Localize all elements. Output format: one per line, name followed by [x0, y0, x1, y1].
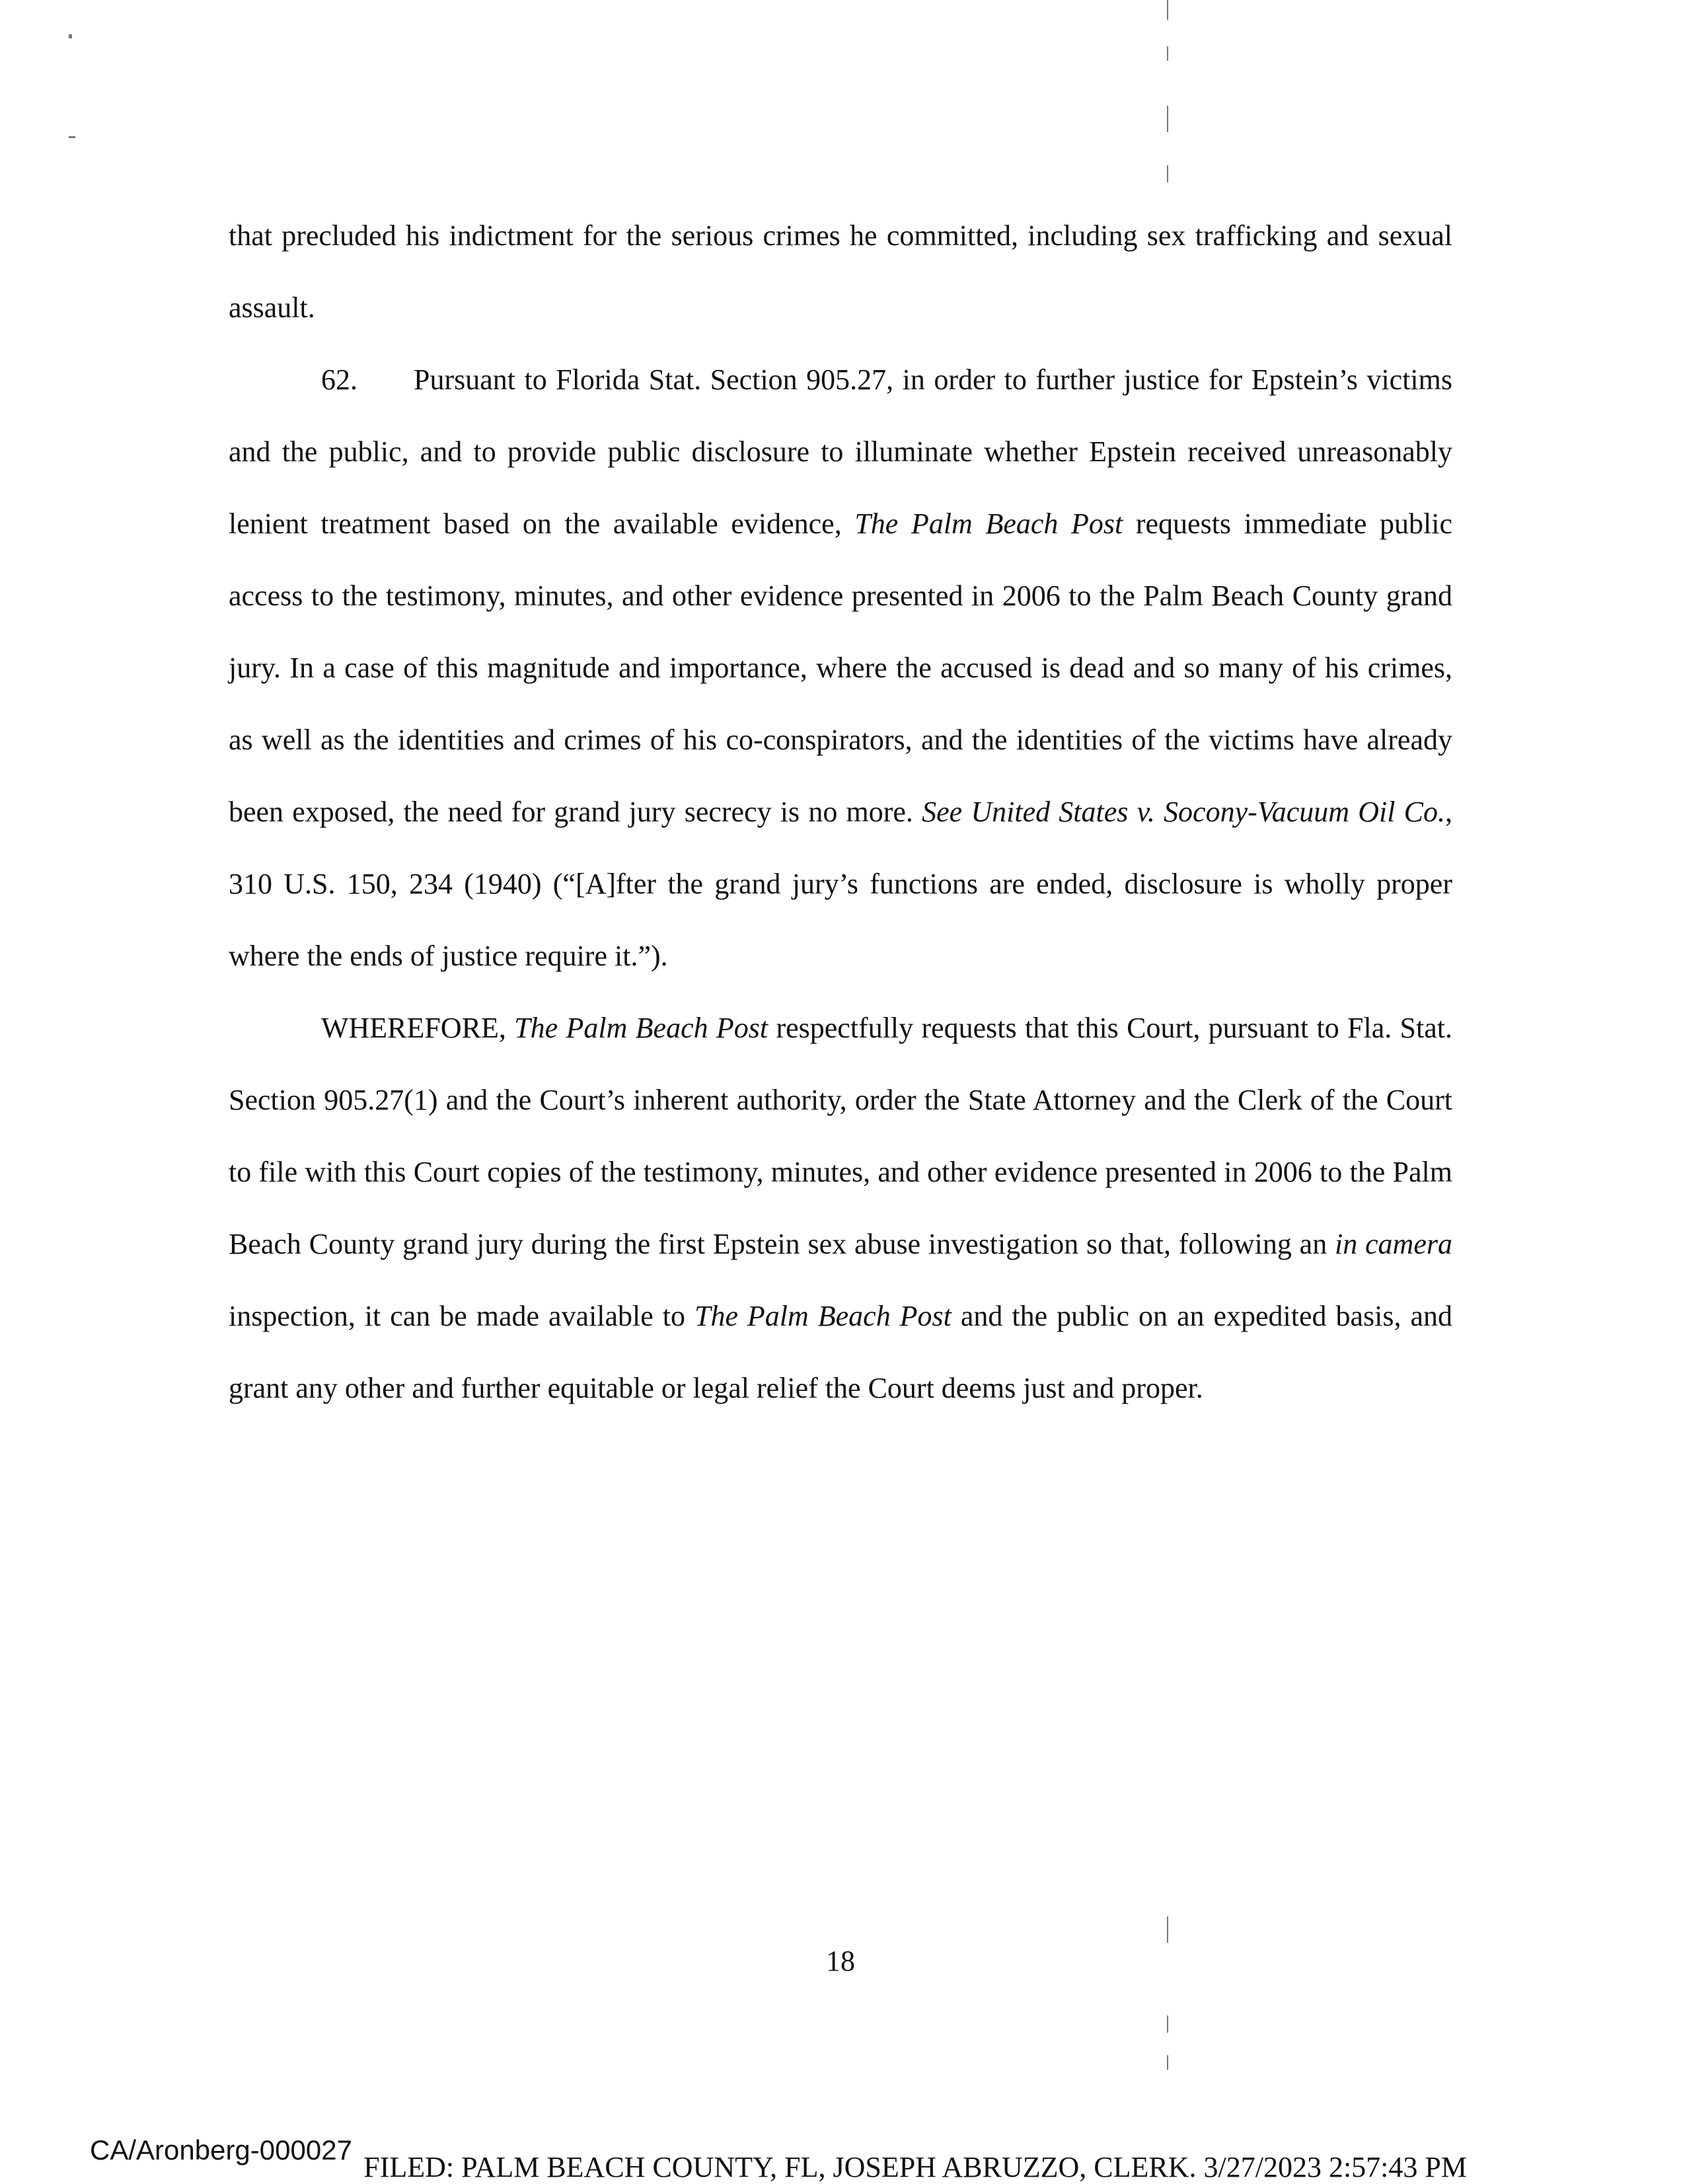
scan-mark [69, 34, 72, 38]
scan-mark [1167, 2015, 1168, 2033]
paragraph-wherefore [229, 992, 1452, 1424]
paragraph-continuation [229, 200, 1452, 344]
publication-name: The Palm Beach Post [854, 508, 1123, 540]
paragraph-text: respectfully requests that this Court, pursuant to Fla. Stat. Section 905.27(1) and the Court’s inherent authority, order the State Attorney and the Clerk of the Court to file with this Court copies of the testimony, minutes, and other evidence presented in 2006 to the Palm Beach County grand jury during the first Epstein sex abuse investigation so that, following an [229, 1012, 1452, 1260]
scan-mark [1167, 46, 1168, 61]
paragraph-text: inspection, it can be made available to [229, 1300, 694, 1332]
paragraph-number: 62. [321, 363, 357, 396]
paragraph-text: requests immediate public access to the testimony, minutes, and other evidence presented in 2006 to the Palm Beach County grand jury. In a case of this magnitude and importance, where the accused is dead and so many of his crimes, as well as the identities and crimes of his co-conspirators, and the identities of the victims have already been exposed, the need for grand jury secrecy is no more. [229, 508, 1452, 828]
scan-mark [1167, 1916, 1168, 1943]
filed-stamp: FILED: PALM BEACH COUNTY, FL, JOSEPH ABRUZZO, CLERK. 3/27/2023 2:57:43 PM [363, 2151, 1467, 2183]
scan-mark [1167, 165, 1168, 182]
paragraph-text: , 310 U.S. 150, 234 (1940) (“[A]fter the grand jury’s functions are ended, disclosure is wholly proper where the ends of justice require it.”). [229, 796, 1453, 972]
publication-name: The Palm Beach Post [514, 1012, 768, 1044]
paragraph-text: WHEREFORE, [321, 1012, 515, 1044]
scan-mark [1167, 2055, 1168, 2070]
page-number: 18 [826, 1945, 855, 1977]
scan-mark [69, 136, 75, 138]
paragraph-text: Pursuant to Florida Stat. Section 905.27, in order to further justice for Epstein’s victims and the public, and to provide public disclosure to illuminate whether Epstein received unreasonably lenient treatment based on the available evidence, [229, 363, 1452, 540]
body-text [229, 200, 1452, 1424]
paragraph-text: that precluded his indictment for the serious crimes he committed, including sex trafficking and sexual assault. [229, 219, 1452, 324]
scan-mark [1167, 0, 1168, 20]
publication-name: The Palm Beach Post [694, 1300, 952, 1332]
scan-mark [1167, 106, 1168, 132]
case-citation: See United States v. Socony-Vacuum Oil Co. [922, 796, 1446, 828]
bates-number: CA/Aronberg-000027 [90, 2134, 352, 2165]
paragraph-62 [229, 344, 1452, 992]
latin-term: in camera [1335, 1228, 1452, 1260]
paragraph-text: and the public on an expedited basis, and grant any other and further equitable or legal relief the Court deems just and proper. [229, 1300, 1452, 1404]
